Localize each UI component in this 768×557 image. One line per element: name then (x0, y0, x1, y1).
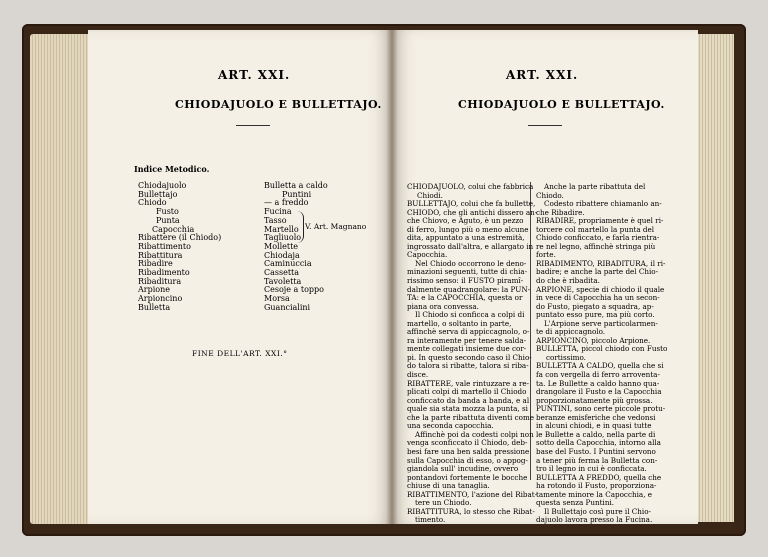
text-line: Affinchè poi da codesti colpi non (415, 429, 534, 439)
text-line: Il Bullettajo così pure il Chio- (544, 506, 651, 516)
text-line: besi fare una ben salda pressione (407, 446, 530, 456)
index-term: Fusto (156, 207, 179, 217)
text-line: pi. In questo secondo caso il Chio- (407, 352, 532, 362)
text-line: CHIODAJUOLO, colui che fabbrica (407, 182, 534, 191)
text-line: Codesto ribattere chiamanlo an- (544, 199, 662, 209)
text-line: affinchè serva di appiccagnolo, o- (407, 327, 530, 337)
index-term: Mollette (264, 241, 299, 251)
text-line: ha rotondo il Fusto, proporziona- (536, 481, 657, 491)
text-line: in vece di Capocchia ha un secon- (536, 293, 660, 303)
index-term: Chiodo (138, 198, 167, 208)
book-gutter (386, 30, 398, 524)
text-line: tere un Chiodo. (415, 498, 472, 508)
index-term: Arpioncino (138, 294, 183, 304)
index-term: Ribadire (138, 259, 173, 269)
index-term: Bulletta (138, 302, 171, 312)
text-line: CHIODO, che gli antichi dissero an- (407, 207, 538, 217)
text-line: proporzionatamente più grossa. (536, 395, 653, 405)
index-term: Cassetta (264, 268, 300, 278)
text-line: ingrossato dall'altra, e allargato in (407, 241, 534, 251)
text-line: in alcuni chiodi, e in quasi tutte (536, 421, 652, 431)
text-line: a tener più ferma la Bulletta con- (536, 455, 658, 465)
text-line: puntato esso pure, ma più corto. (536, 310, 655, 320)
text-line: L'Arpione serve particolarmen- (544, 318, 658, 328)
index-term: Ribattere (il Chiodo) (138, 233, 222, 243)
text-line: base del Fusto. I Puntini servono (536, 446, 656, 456)
text-line: cortissimo. (546, 352, 586, 362)
text-line: disce. (407, 370, 429, 380)
text-line: drangolare il Fusto e la Capocchia (536, 387, 662, 397)
text-line: dalmente quadrangolare: la PUN- (407, 284, 531, 294)
text-line: RIBADIRE, propriamente è quel ri- (536, 216, 664, 226)
index-term: Guancialini (264, 302, 311, 312)
text-line: ARPIONCINO, piccolo Arpione. (536, 335, 651, 345)
index-term: Tavoletta (264, 276, 302, 286)
text-line: ARPIONE, specie di chiodo il quale (536, 284, 665, 294)
index-column-2 (264, 182, 328, 313)
text-line: rissimo senso: il FUSTO piramî- (407, 276, 524, 286)
index-term: Ribadimento (138, 268, 190, 278)
text-line: conficcato da banda a banda, e al (407, 395, 530, 405)
text-line: mente collegati insieme due cor- (407, 344, 527, 354)
text-line: una seconda capocchia. (407, 421, 494, 431)
text-line: RIBATTIMENTO, l'azione del Ribat- (407, 489, 538, 499)
text-line: Nel Chiodo occorrono le deno- (415, 258, 527, 268)
right-text-column-1 (407, 183, 537, 525)
left-page-subtitle: CHIODAJUOLO E BULLETTAJO. (175, 98, 382, 111)
index-term: Fucina (264, 207, 292, 217)
index-term: Tagliuolo (264, 233, 302, 243)
index-term: Martello (264, 224, 299, 234)
text-line: do Fusto, piegato a squadra, ap- (536, 301, 654, 311)
text-line: timento. (415, 515, 446, 525)
text-line: le Bullette a caldo, nella parte di (536, 429, 656, 439)
index-term: Ribattitura (138, 250, 183, 260)
text-line: BULLETTA A CALDO, quella che si (536, 361, 664, 371)
text-line: di ferro, lungo più o meno alcune (407, 224, 529, 234)
brace-label: V. Art. Magnano (305, 222, 367, 231)
right-page-heading: ART. XXI. (506, 68, 579, 82)
index-term: Tasso (264, 215, 287, 225)
text-line: fa con vergella di ferro arroventa- (536, 370, 660, 380)
index-term: Cesoje a toppo (264, 285, 324, 295)
index-term: Bullettajo (138, 189, 178, 199)
text-line: Chiodo. (536, 190, 564, 200)
text-line: piana ora convessa. (407, 301, 479, 311)
text-line: Capocchia. (407, 250, 448, 260)
index-term: Arpione (138, 285, 170, 295)
index-term: Ribaditura (138, 276, 182, 286)
page-edges-left (30, 34, 90, 524)
text-line: Chiodi. (417, 190, 443, 200)
text-line: Anche la parte ribattuta del (544, 182, 646, 191)
text-line: dajuolo lavora presso la Fucina. (536, 515, 653, 525)
text-line: ta. Le Bullette a caldo hanno qua- (536, 378, 660, 388)
text-line: re nel legno, affinchè stringa più (536, 241, 656, 251)
index-term: Chiodajuolo (138, 181, 187, 190)
text-line: Il Chiodo si conficca a colpi di (415, 310, 525, 320)
index-term: Punta (156, 215, 180, 225)
index-title: Indice Metodico. (134, 164, 210, 174)
text-line: do talora si ribatte, talora si riba- (407, 361, 529, 371)
index-column-1 (138, 182, 221, 313)
text-line: forte. (536, 250, 556, 260)
text-line: sulla Capocchia di esso, o appog- (407, 455, 528, 465)
index-term: Capocchia (152, 224, 195, 234)
index-term: — a freddo (264, 198, 309, 208)
text-line: che la parte ribattuta diventi come (407, 412, 535, 422)
text-line: che Chiovo, e Aguto, è un pezzo (407, 216, 524, 226)
text-line: pontandovi fortemente le bocche (407, 472, 528, 482)
right-page-subtitle: CHIODAJUOLO E BULLETTAJO. (458, 98, 665, 111)
text-line: tamente minore la Capocchia, e (536, 489, 653, 499)
right-text-column-2 (536, 183, 667, 525)
text-line: torcere col martello la punta del (536, 224, 655, 234)
text-line: TA: e la CAPOCCHIA, questa or (407, 293, 523, 303)
right-title-rule (528, 125, 562, 126)
index-term: Bulletta a caldo (264, 181, 328, 190)
text-line: minazioni seguenti, tutte di chia- (407, 267, 528, 277)
text-line: PUNTINI, sono certe piccole protu- (536, 404, 666, 414)
text-line: BULLETTA, piccol chiodo con Fusto (536, 344, 668, 354)
text-line: BULLETTAJO, colui che fa bullette, (407, 199, 536, 209)
text-line: ra interamente per tenere salda- (407, 335, 527, 345)
text-line: badire; e anche la parte del Chio- (536, 267, 659, 277)
text-line: chiuse di una tanaglia. (407, 481, 490, 491)
index-term: Chiodaja (264, 250, 300, 260)
text-line: RIBADIMENTO, RIBADITURA, il ri- (536, 258, 666, 268)
index-term: Ribattimento (138, 241, 191, 251)
text-line: te di appiccagnolo. (536, 327, 606, 337)
index-term: Caminuccia (264, 259, 312, 269)
text-line: che Ribadire. (536, 207, 585, 217)
text-line: RIBATTITURA, lo stesso che Ribat- (407, 506, 535, 516)
text-line: sotto della Capocchia, intorno alla (536, 438, 661, 448)
page-edges-right (696, 34, 734, 522)
text-line: do che è ribadita. (536, 276, 600, 286)
text-line: giandola sull' incudine, ovvero (407, 464, 519, 474)
left-page-heading: ART. XXI. (218, 68, 291, 82)
text-line: martello, o soltanto in parte, (407, 318, 512, 328)
index-term: Morsa (264, 294, 290, 304)
text-line: RIBATTERE, vale rintuzzare a re- (407, 378, 530, 388)
index-brace (297, 211, 304, 243)
text-line: Chiodo conficcato, e farla rientra- (536, 233, 660, 243)
text-line: beranze emisferiche che vedonsi (536, 412, 656, 422)
text-line: questa senza Puntini. (536, 498, 615, 508)
text-line: tro il legno in cui è conficcata. (536, 464, 647, 474)
text-line: dita, appuntato a una estremità, (407, 233, 525, 243)
index-term: Puntini (282, 189, 312, 199)
text-line: quale sia stata mozza la punta, si (407, 404, 528, 414)
text-line: venga sconficcato il Chiodo, deb- (407, 438, 528, 448)
text-line: plicati colpi di martello il Chiodo (407, 387, 527, 397)
left-title-rule (236, 125, 270, 126)
end-note: FINE DELL'ART. XXI.° (192, 349, 288, 358)
text-line: BULLETTA A FREDDO, quella che (536, 472, 662, 482)
